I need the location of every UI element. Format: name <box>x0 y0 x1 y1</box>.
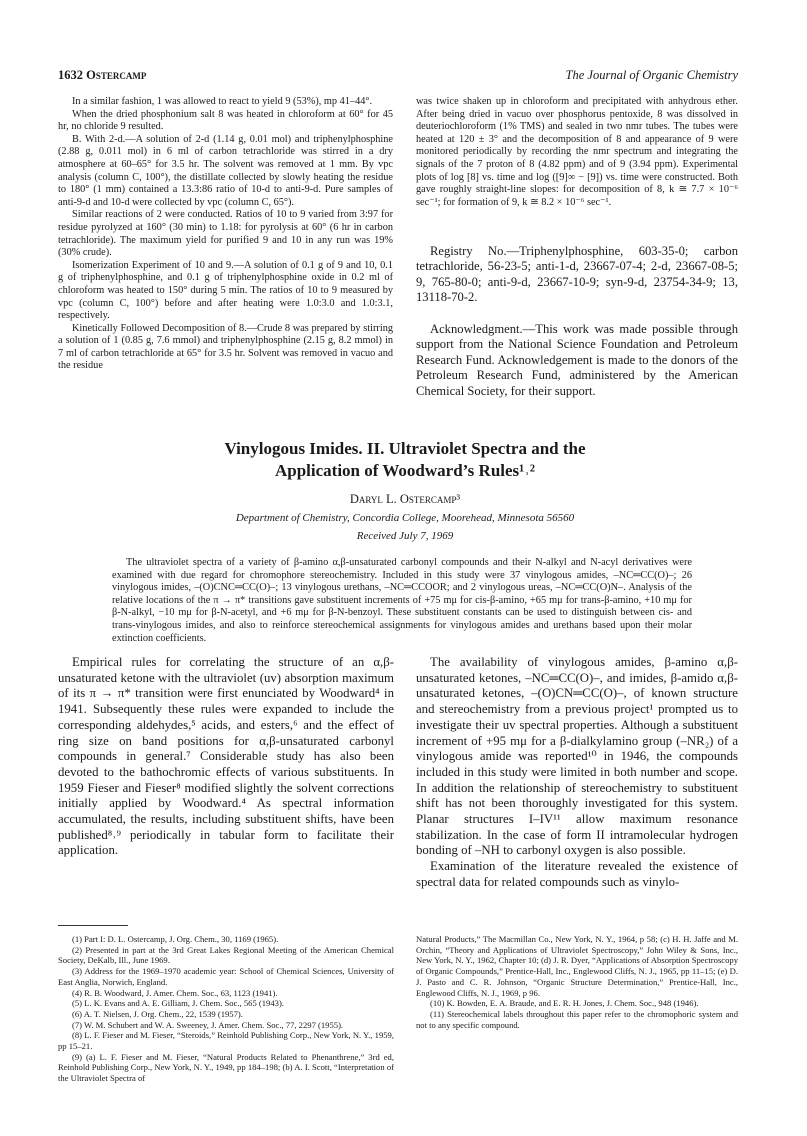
footnote: (8) L. F. Fieser and M. Fieser, “Steroids,” Reinhold Publishing Corp., New York, N. Y., 1959, pp 15–21. <box>58 1030 394 1052</box>
paragraph: In a similar fashion, 1 was allowed to react to yield 9 (53%), mp 41–44°. <box>72 96 373 107</box>
paragraph: The availability of vinylogous amides, β-amino α,β-unsaturated ketones, –NC═CC(O)–, and imides, β-amido α,β-unsaturated ketones, –(O)CN═CC(O)–, of known structure and stereochemistry from a previous project¹ prompted us to investigate their uv spectral properties. Although a substituent increment of +95 mμ for a β-dialkylamino group (–NR₂) of a vinylogous amide was reported¹⁰ in 1946, the compounds included in this study were limited in both number and scope. In addition the relationship of stereochemistry to substituent shift has not been thoroughly investigated for this system. Planar structures I–IV¹¹ allow maximum resonance stabilization. In the case of form II intramolecular hydrogen bonding of –NH to carbonyl oxygen is also possible. <box>416 655 738 858</box>
footnotes-left <box>58 934 394 1084</box>
footnote: (6) A. T. Nielsen, J. Org. Chem., 22, 1539 (1957). <box>72 1008 243 1019</box>
experimental-section-left <box>58 96 393 373</box>
footnote-rule <box>58 925 128 926</box>
paragraph: Kinetically Followed Decomposition of 8.—Crude 8 was prepared by stirring a solution of 1 (0.85 g, 7.6 mmol) and triphenylphosphine (2.15 g, 8.2 mmol) in 7 ml of carbon tetrachloride at 65° for 3.5 hr. Solvent was removed in vacuo and the residue <box>58 322 393 372</box>
paragraph: When the dried phosphonium salt 8 was heated in chloroform at 60° for 45 hr, no chloride 9 resulted. <box>58 108 393 133</box>
acknowledgment: Acknowledgment.—This work was made possible through support from the National Science Foundation and Petroleum Research Fund. Acknowledgement is made to the donors of the Petroleum Research Fund, administered by the American Chemical Society, for their support. <box>416 322 738 398</box>
footnote: Natural Products,” The Macmillan Co., New York, N. Y., 1964, p 58; (c) H. H. Jaffe and M. Orchin, “Theory and Applications of Ultraviolet Spectroscopy,” John Wiley & Sons, Inc., New York, N. Y., 1962, Chapter 10; (d) J. R. Dyer, “Applications of Absorption Spectroscopy of Organic Compounds,” Prentice-Hall, Inc., Englewood Cliffs, N. J., 1965, pp 11–15; (e) D. J. Pasto and C. R. Johnson, “Organic Structure Determination,” Prentice-Hall, Inc., Englewood Cliffs, N. J., 1969, p 96. <box>416 934 738 998</box>
footnote: (11) Stereochemical labels throughout this paper refer to the chromophoric system and not to any specific compound. <box>416 1008 738 1030</box>
footnote: (3) Address for the 1969–1970 academic year: School of Chemical Sciences, University of East Anglia, Norwich, England. <box>58 966 394 987</box>
body-left-column <box>58 655 394 859</box>
article-affiliation: Department of Chemistry, Concordia College, Moorehead, Minnesota 56560 <box>235 512 575 524</box>
registry-numbers: Registry No.—Triphenylphosphine, 603-35-0; carbon tetrachloride, 56-23-5; anti-1-d, 23667-07-4; 2-d, 23667-08-5; 9, 765-80-0; anti-9-d, 23667-10-9; syn-9-d, 23754-34-9; 13, 13118-70-2. <box>416 244 738 305</box>
paragraph: B. With 2-d.—A solution of 2-d (1.14 g, 0.01 mol) and triphenylphosphine (2.88 g, 0.011 mol) in 6 ml of carbon tetrachloride was stirred in a dry atmosphere at 60–65° for 3.5 hr. The solvent was removed at 1 mm. By vpc analysis (column C, 100°), the distillate collected by slowly heating the residue to 180° (1 mm) contained a 13.3:86 ratio of 10-d to anti-9-d. Pure samples of anti-9-d and 10-d were collected by vpc (column C, 65°). <box>58 133 393 208</box>
paragraph: Examination of the literature revealed the existence of spectral data for related compounds such as vinylo- <box>416 859 738 889</box>
paragraph: Isomerization Experiment of 10 and 9.—A solution of 0.1 g of 9 and 10, 0.1 g of triphenylphosphine, and 0.1 g of triphenylphosphine oxide in 0.2 ml of chloroform was heated to 150° during 5 min. The ratios of 10 to 9 measured by vpc (column C, 100°) before and after heating were 1.0:3.0 and 1.0:3.1, respectively. <box>58 259 393 322</box>
paragraph: Empirical rules for correlating the structure of an α,β-unsaturated ketone with the ultraviolet (uv) absorption maximum of its π → π* transition were first enunciated by Woodward⁴ in 1941. Subsequently these rules were expanded to include the corresponding aldehydes,⁵ acids, and esters,⁶ and the effect of ring size on band positions for α,β-unsaturated carbonyl compounds in general.⁷ Considerable study has also been devoted to the bathochromic effects of various substituents. In 1959 Fieser and Fieser⁸ modified slightly the solvent corrections initially applied by Woodward.⁴ As spectral information accumulated, the results, including substituent shifts, have been published⁸˒⁹ periodically in tabular form to facilitate their application. <box>58 655 394 858</box>
footnotes-right <box>416 934 738 1030</box>
footnote: (2) Presented in part at the 3rd Great Lakes Regional Meeting of the American Chemical Society, DeKalb, Ill., June 1969. <box>58 944 394 966</box>
received-date: Received July 7, 1969 <box>356 530 454 542</box>
abstract: The ultraviolet spectra of a variety of β-amino α,β-unsaturated carbonyl compounds and their N-alkyl and N-acyl derivatives were examined with due regard for chromophore stereochemistry. Included in this study were 37 vinylogous amides, –NC═CC(O)–; 26 vinylogous imides, –(O)CNC═CC(O)–; 13 vinylogous urethans, –NC═CCOOR; and 2 vinylogous ureas, –NC═CC(O)N–. Analysis of the relative locations of the π → π* transitions gave substituent increments of +75 mμ for cis-β-amino, +65 mμ for trans-β-amino, +10 mμ for β-N-alkyl, −10 mμ for β-N-acetyl, and +6 mμ for β-N-benzoyl. These substituent constants can be used to distinguish between cis- and trans-vinylogous imides, and also to reinforce stereochemical assignments for vinylogous amides and urethans based upon their molar extinction coefficients. <box>112 557 692 644</box>
journal-name: The Journal of Organic Chemistry <box>565 68 738 82</box>
footnote: (5) L. K. Evans and A. E. Gilliam, J. Chem. Soc., 565 (1943). <box>72 998 284 1009</box>
running-header <box>58 68 738 86</box>
footnote: (10) K. Bowden, E. A. Braude, and E. R. H. Jones, J. Chem. Soc., 948 (1946). <box>430 998 699 1009</box>
article-title-line-1: Vinylogous Imides. II. Ultraviolet Spectra and the <box>224 439 586 458</box>
paragraph: was twice shaken up in chloroform and precipitated with anhydrous ether. After being dried in vacuo over phosphorus pentoxide, 8 was dissolved in deuteriochloroform (1% TMS) and sealed in two nmr tubes. The tubes were heated at 120 ± 3° and the decomposition of 8 and appearance of 9 were monitored periodically by recording the nmr spectrum and integrating the signals of the 7 proton of 8 (4.82 ppm) and of 9 (3.94 ppm). Experimental plots of log [8] vs. time and log ([9]∞ − [9]) vs. time were constructed. Both gave roughly straight-line slopes: for decomposition of 8, k ≅ 7.7 × 10⁻⁶ sec⁻¹; for formation of 9, k ≅ 8.2 × 10⁻⁶ sec⁻¹. <box>416 96 738 208</box>
experimental-section-right <box>416 96 738 209</box>
footnote: (9) (a) L. F. Fieser and M. Fieser, “Natural Products Related to Phenanthrene,” 3rd ed, Reinhold Publishing Corp., New York, N. Y., 1949, pp 184–198; (b) A. I. Scott, “Interpretation of the Ultraviolet Spectra of <box>58 1051 394 1084</box>
body-right-column <box>416 655 738 891</box>
footnote: (1) Part I: D. L. Ostercamp, J. Org. Chem., 30, 1169 (1965). <box>72 934 279 944</box>
footnote: (7) W. M. Schubert and W. A. Sweeney, J. Amer. Chem. Soc., 77, 2297 (1955). <box>72 1019 344 1030</box>
page-number-and-author: 1632 Ostercamp <box>58 68 147 82</box>
paragraph: Similar reactions of 2 were conducted. Ratios of 10 to 9 varied from 3:97 for residue pyrolyzed at 160° (30 min) to 1.18: for pyrolysis at 60° (6 hr in carbon tetrachloride). The maximum yield for purified 9 and 10 in any run was 19% (30% crude). <box>58 209 393 259</box>
article-title-line-2: Application of Woodward’s Rules¹˒² <box>274 461 536 480</box>
footnote: (4) R. B. Woodward, J. Amer. Chem. Soc., 63, 1123 (1941). <box>72 987 278 998</box>
article-author: Daryl L. Ostercamp³ <box>349 492 461 506</box>
